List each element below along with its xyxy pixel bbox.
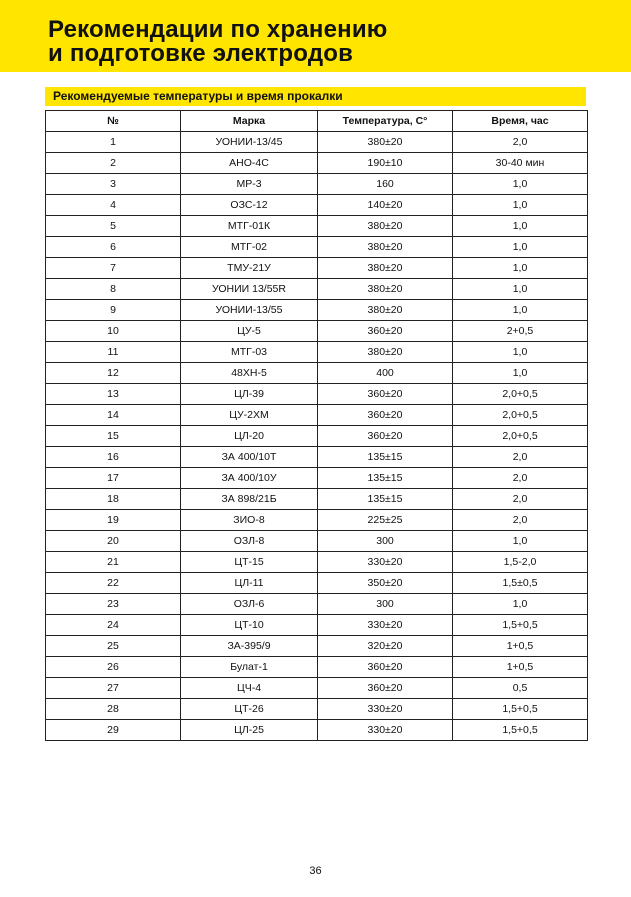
column-temperature-cell: 190±10 xyxy=(318,153,453,174)
column-brand-cell: ОЗЛ-6 xyxy=(181,594,318,615)
table-row xyxy=(46,510,588,531)
column-time-cell: 1,0 xyxy=(453,216,588,237)
column-time-cell: 1,0 xyxy=(453,279,588,300)
column-number-cell: 10 xyxy=(46,321,181,342)
column-number-cell: 26 xyxy=(46,657,181,678)
column-brand-cell: ЦЛ-25 xyxy=(181,720,318,741)
column-time-cell: 1,5-2,0 xyxy=(453,552,588,573)
column-time-cell: 1,5+0,5 xyxy=(453,615,588,636)
column-brand-cell: Булат-1 xyxy=(181,657,318,678)
column-temperature-cell: 300 xyxy=(318,594,453,615)
column-brand-cell: ЦЧ-4 xyxy=(181,678,318,699)
column-temperature-cell: 380±20 xyxy=(318,258,453,279)
column-brand-cell: УОНИИ-13/45 xyxy=(181,132,318,153)
table-row xyxy=(46,132,588,153)
column-number-cell: 6 xyxy=(46,237,181,258)
column-time-cell: 1,0 xyxy=(453,237,588,258)
column-temperature-cell: 330±20 xyxy=(318,720,453,741)
table-row xyxy=(46,153,588,174)
column-time-cell: 1+0,5 xyxy=(453,636,588,657)
column-temperature-cell: 140±20 xyxy=(318,195,453,216)
column-number-cell: 14 xyxy=(46,405,181,426)
column-number-cell: 15 xyxy=(46,426,181,447)
column-time-cell: 2,0 xyxy=(453,468,588,489)
column-time-cell: 2,0 xyxy=(453,510,588,531)
column-number-cell: 22 xyxy=(46,573,181,594)
column-temperature-cell: 360±20 xyxy=(318,384,453,405)
column-temperature-cell: 380±20 xyxy=(318,279,453,300)
column-time-cell: 1,0 xyxy=(453,174,588,195)
column-number-cell: 19 xyxy=(46,510,181,531)
column-time-cell: 1+0,5 xyxy=(453,657,588,678)
column-temperature-cell: 330±20 xyxy=(318,615,453,636)
column-brand-cell: АНО-4С xyxy=(181,153,318,174)
table-row xyxy=(46,615,588,636)
column-temperature-cell: 380±20 xyxy=(318,216,453,237)
column-brand-cell: МР-3 xyxy=(181,174,318,195)
table-row xyxy=(46,678,588,699)
column-time-cell: 0,5 xyxy=(453,678,588,699)
column-brand-cell: ЦУ-2ХМ xyxy=(181,405,318,426)
column-number-cell: 28 xyxy=(46,699,181,720)
column-temperature-cell: 135±15 xyxy=(318,489,453,510)
column-brand-cell: ЗА-395/9 xyxy=(181,636,318,657)
page-title-line-2: и подготовке электродов xyxy=(48,40,354,67)
column-temperature-cell: 225±25 xyxy=(318,510,453,531)
table-row xyxy=(46,426,588,447)
column-number-cell: 2 xyxy=(46,153,181,174)
column-temperature-cell: 400 xyxy=(318,363,453,384)
column-temperature-cell: 380±20 xyxy=(318,132,453,153)
column-time-cell: 1,5±0,5 xyxy=(453,573,588,594)
column-brand-cell: ОЗС-12 xyxy=(181,195,318,216)
table-row xyxy=(46,468,588,489)
table-row xyxy=(46,321,588,342)
column-time-header: Время, час xyxy=(453,111,588,132)
column-number-cell: 5 xyxy=(46,216,181,237)
column-brand-cell: ЗА 400/10У xyxy=(181,468,318,489)
column-number-cell: 11 xyxy=(46,342,181,363)
column-time-cell: 2,0 xyxy=(453,132,588,153)
column-brand-cell: МТГ-02 xyxy=(181,237,318,258)
column-number-cell: 23 xyxy=(46,594,181,615)
column-temperature-cell: 360±20 xyxy=(318,321,453,342)
column-brand-cell: ЦЛ-39 xyxy=(181,384,318,405)
column-number-cell: 16 xyxy=(46,447,181,468)
column-number-cell: 21 xyxy=(46,552,181,573)
column-temperature-header: Температура, С° xyxy=(318,111,453,132)
column-brand-cell: ЦТ-26 xyxy=(181,699,318,720)
column-temperature-cell: 330±20 xyxy=(318,699,453,720)
table-row xyxy=(46,342,588,363)
column-number-header: № xyxy=(46,111,181,132)
column-time-cell: 2,0 xyxy=(453,447,588,468)
column-temperature-cell: 135±15 xyxy=(318,468,453,489)
table-row xyxy=(46,237,588,258)
table-row xyxy=(46,552,588,573)
column-number-cell: 27 xyxy=(46,678,181,699)
column-brand-cell: ЦТ-15 xyxy=(181,552,318,573)
column-brand-cell: ЗА 400/10Т xyxy=(181,447,318,468)
column-brand-cell: ОЗЛ-8 xyxy=(181,531,318,552)
table-body xyxy=(46,132,588,741)
column-number-cell: 3 xyxy=(46,174,181,195)
column-time-cell: 1,5+0,5 xyxy=(453,720,588,741)
column-number-cell: 7 xyxy=(46,258,181,279)
column-number-cell: 1 xyxy=(46,132,181,153)
page-header xyxy=(0,0,631,72)
column-number-cell: 4 xyxy=(46,195,181,216)
table-row xyxy=(46,363,588,384)
column-time-cell: 2,0+0,5 xyxy=(453,426,588,447)
column-time-cell: 1,0 xyxy=(453,531,588,552)
table-row xyxy=(46,657,588,678)
column-temperature-cell: 360±20 xyxy=(318,678,453,699)
column-temperature-cell: 380±20 xyxy=(318,237,453,258)
column-number-cell: 20 xyxy=(46,531,181,552)
column-time-cell: 2,0 xyxy=(453,489,588,510)
column-temperature-cell: 330±20 xyxy=(318,552,453,573)
column-time-cell: 1,0 xyxy=(453,342,588,363)
column-temperature-cell: 360±20 xyxy=(318,657,453,678)
column-number-cell: 9 xyxy=(46,300,181,321)
table-row xyxy=(46,573,588,594)
column-temperature-cell: 380±20 xyxy=(318,300,453,321)
column-brand-cell: ЦТ-10 xyxy=(181,615,318,636)
column-temperature-cell: 320±20 xyxy=(318,636,453,657)
column-time-cell: 1,0 xyxy=(453,195,588,216)
table-row xyxy=(46,531,588,552)
column-temperature-cell: 350±20 xyxy=(318,573,453,594)
page-number: 36 xyxy=(309,865,322,877)
column-number-cell: 18 xyxy=(46,489,181,510)
column-number-cell: 17 xyxy=(46,468,181,489)
electrode-table xyxy=(45,110,588,741)
table-row xyxy=(46,699,588,720)
column-temperature-cell: 360±20 xyxy=(318,405,453,426)
column-time-cell: 2,0+0,5 xyxy=(453,384,588,405)
table-row xyxy=(46,174,588,195)
column-brand-cell: МТГ-01К xyxy=(181,216,318,237)
column-time-cell: 30-40 мин xyxy=(453,153,588,174)
column-temperature-cell: 380±20 xyxy=(318,342,453,363)
table-row xyxy=(46,594,588,615)
column-time-cell: 2,0+0,5 xyxy=(453,405,588,426)
column-temperature-cell: 300 xyxy=(318,531,453,552)
column-time-cell: 2+0,5 xyxy=(453,321,588,342)
column-brand-cell: ЦУ-5 xyxy=(181,321,318,342)
table-row xyxy=(46,216,588,237)
column-brand-cell: УОНИИ-13/55 xyxy=(181,300,318,321)
table-row xyxy=(46,489,588,510)
column-time-cell: 1,0 xyxy=(453,363,588,384)
column-time-cell: 1,5+0,5 xyxy=(453,699,588,720)
column-time-cell: 1,0 xyxy=(453,258,588,279)
column-brand-cell: ЦЛ-20 xyxy=(181,426,318,447)
section-title: Рекомендуемые температуры и время прокалки xyxy=(45,87,586,106)
column-number-cell: 29 xyxy=(46,720,181,741)
column-brand-cell: ТМУ-21У xyxy=(181,258,318,279)
column-time-cell: 1,0 xyxy=(453,300,588,321)
page-title-line-1: Рекомендации по хранению xyxy=(48,16,388,43)
table-row xyxy=(46,195,588,216)
column-number-cell: 25 xyxy=(46,636,181,657)
table-row xyxy=(46,258,588,279)
column-brand-cell: 48ХН-5 xyxy=(181,363,318,384)
table-row xyxy=(46,300,588,321)
column-number-cell: 24 xyxy=(46,615,181,636)
column-number-cell: 13 xyxy=(46,384,181,405)
table-row xyxy=(46,405,588,426)
column-temperature-cell: 360±20 xyxy=(318,426,453,447)
column-number-cell: 12 xyxy=(46,363,181,384)
column-brand-header: Марка xyxy=(181,111,318,132)
column-brand-cell: ЦЛ-11 xyxy=(181,573,318,594)
table-header-row xyxy=(46,111,588,132)
column-temperature-cell: 160 xyxy=(318,174,453,195)
table-row xyxy=(46,636,588,657)
table-row xyxy=(46,720,588,741)
column-brand-cell: ЗА 898/21Б xyxy=(181,489,318,510)
column-brand-cell: УОНИИ 13/55R xyxy=(181,279,318,300)
page-title xyxy=(48,18,387,66)
table-row xyxy=(46,279,588,300)
table-row xyxy=(46,447,588,468)
column-brand-cell: ЗИО-8 xyxy=(181,510,318,531)
column-number-cell: 8 xyxy=(46,279,181,300)
column-brand-cell: МТГ-03 xyxy=(181,342,318,363)
table-row xyxy=(46,384,588,405)
column-time-cell: 1,0 xyxy=(453,594,588,615)
column-temperature-cell: 135±15 xyxy=(318,447,453,468)
